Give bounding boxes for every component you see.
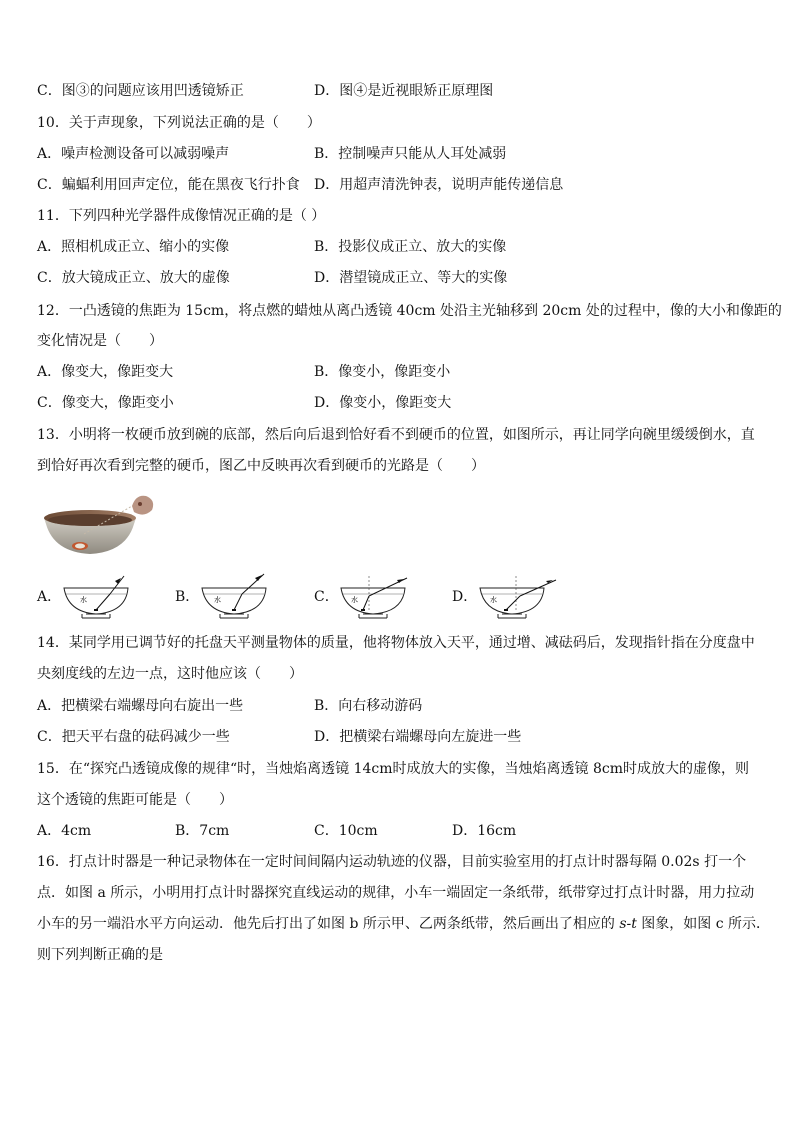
q16-stem-line3-part1: 小车的另一端沿水平方向运动．他先后打出了如图 b 所示甲、乙两条纸带，然后画出了相应的 [37,916,620,932]
water-label: 水 [80,596,87,604]
q14-stem-line1: 14．某同学用已调节好的托盘天平测量物体的质量，他将物体放入天平，通过增、减砝码后，发现指针指在分度盘中 [37,635,755,651]
q14-option-c: C．把天平右盘的砝码减少一些 [37,729,230,745]
q9-option-c: C．图③的问题应该用凹透镜矫正 [37,83,244,99]
q16-stem-line3-part2: 图象，如图 c 所示． [636,916,771,932]
q16-stem-line3 [37,914,770,934]
q16-stem-line1: 16．打点计时器是一种记录物体在一定时间间隔内运动轨迹的仪器，目前实验室用的打点计时器每隔 0.02s 打一个 [37,854,747,870]
q13-option-d-label: D． [452,589,478,605]
q11-option-a: A．照相机成正立、缩小的实像 [37,239,230,255]
q11-option-b: B．投影仪成正立、放大的实像 [314,239,507,255]
q14-option-b: B．向右移动游码 [314,698,423,714]
q14-stem-line2: 央刻度线的左边一点，这时他应该（ ） [37,666,303,682]
q14-option-a: A．把横梁右端螺母向右旋出一些 [37,698,244,714]
q13-stem-line1: 13．小明将一枚硬币放到碗的底部，然后向后退到恰好看不到硬币的位置，如图所示，再让同学向碗里缓缓倒水，直 [37,427,755,443]
q13-option-a-diagram [60,572,134,620]
bowl-coin-photo [40,488,156,560]
q10-option-a: A．噪声检测设备可以减弱噪声 [37,146,230,162]
q10-option-d: D．用超声清洗钟表，说明声能传递信息 [314,177,564,193]
q14-option-d: D．把横梁右端螺母向左旋进一些 [314,729,522,745]
water-label: 水 [351,596,358,604]
q13-option-a-label: A． [37,589,62,605]
q13-option-c-diagram [337,572,411,620]
q15-option-b: B．7cm [175,823,230,839]
water-label: 水 [214,596,221,604]
q10-stem: 10．关于声现象，下列说法正确的是（ ） [37,115,321,131]
q12-option-d: D．像变小，像距变大 [314,395,452,411]
q15-option-c: C．10cm [314,823,378,839]
q10-option-b: B．控制噪声只能从人耳处减弱 [314,146,507,162]
q15-stem-line2: 这个透镜的焦距可能是（ ） [37,792,233,808]
q13-option-b-label: B． [175,589,200,605]
q16-stem-line4: 则下列判断正确的是 [37,947,163,963]
q16-stem-line2: 点．如图 a 所示，小明用打点计时器探究直线运动的规律，小车一端固定一条纸带，纸带穿过打点计时器，用力拉动 [37,885,755,901]
q12-stem-line2: 变化情况是（ ） [37,333,163,349]
s-t-symbol: s-t [619,916,637,932]
q10-option-c: C．蝙蝠利用回声定位，能在黑夜飞行扑食 [37,177,300,193]
water-label: 水 [490,596,497,604]
q9-option-d: D．图④是近视眼矫正原理图 [314,83,494,99]
q11-option-c: C．放大镜成正立、放大的虚像 [37,270,230,286]
q13-option-b-diagram [198,572,272,620]
q15-option-a: A．4cm [37,823,92,839]
q11-stem: 11．下列四种光学器件成像情况正确的是（ ） [37,208,326,224]
q13-stem-line2: 到恰好再次看到完整的硬币，图乙中反映再次看到硬币的光路是（ ） [37,458,485,474]
q15-option-d: D．16cm [452,823,517,839]
q11-option-d: D．潜望镜成正立、等大的实像 [314,270,508,286]
q12-option-c: C．像变大，像距变小 [37,395,174,411]
q15-stem-line1: 15．在“探究凸透镜成像的规律“时，当烛焰离透镜 14cm时成放大的实像，当烛焰离透镜 8cm时成放大的虚像，则 [37,761,749,777]
q12-option-a: A．像变大，像距变大 [37,364,174,380]
q12-stem-line1: 12．一凸透镜的焦距为 15cm，将点燃的蜡烛从离凸透镜 40cm 处沿主光轴移到 20cm 处的过程中，像的大小和像距的 [37,303,782,319]
q13-option-d-diagram [476,572,560,620]
q12-option-b: B．像变小，像距变小 [314,364,451,380]
q13-option-c-label: C． [314,589,339,605]
